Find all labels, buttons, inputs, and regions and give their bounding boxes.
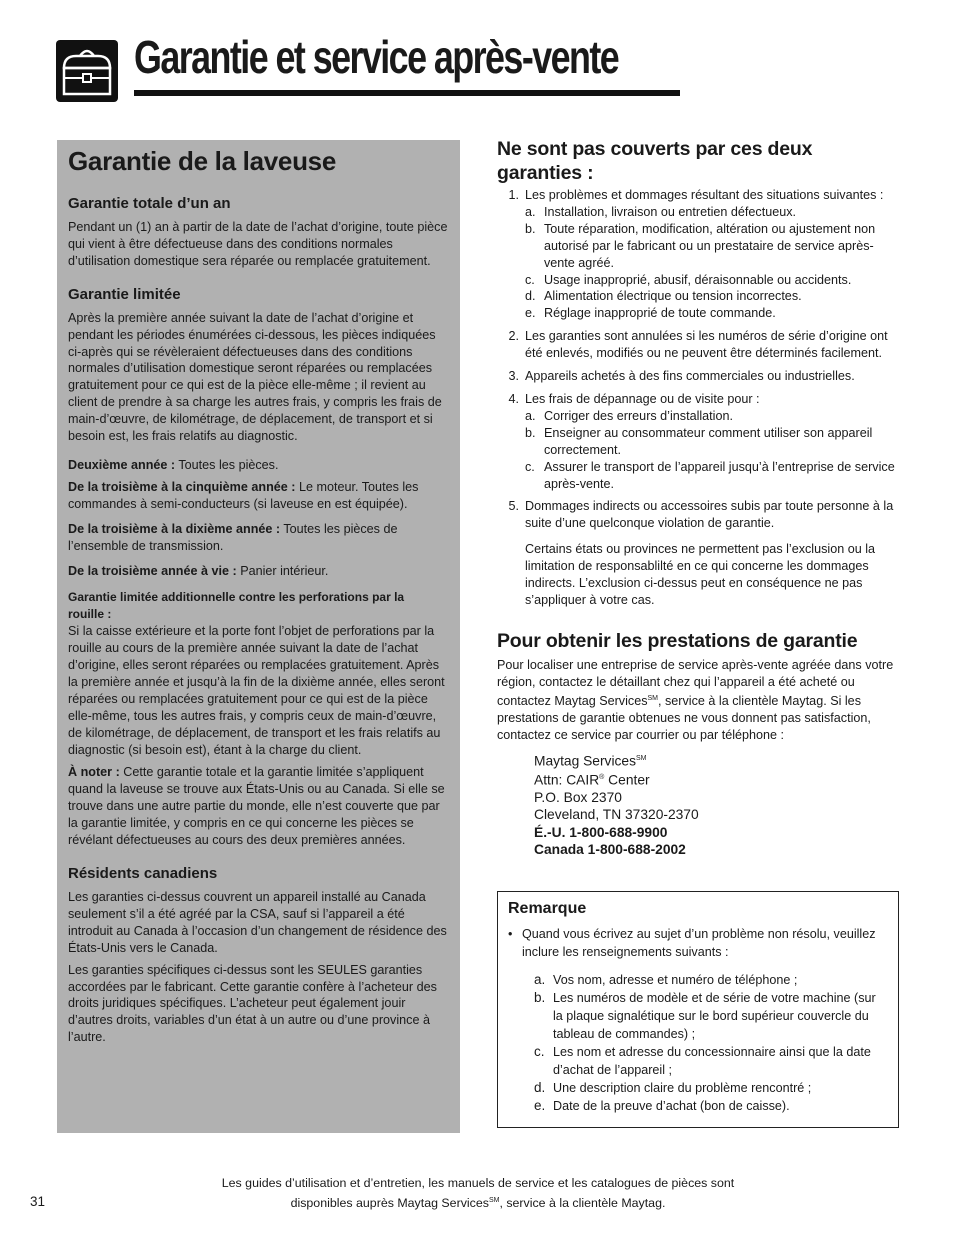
remark-bullet: • Quand vous écrivez au sujet d’un problème non résolu, veuillez inclure les renseignements suivants : bbox=[508, 927, 876, 959]
not-covered-list bbox=[497, 187, 901, 609]
remark-heading: Remarque bbox=[508, 900, 587, 917]
canadian-text-1: Les garanties ci-dessus couvrent un appareil installé au Canada seulement s’il a été agréé par la CSA, sauf si l’appareil a été introduit au Canada à l’occasion d’un changement de résidence des États-Unis vers le Canada. bbox=[68, 890, 447, 955]
full-warranty-text: Pendant un (1) an à partir de la date de l’achat d’origine, toute pièce qui vient à être défectueuse dans des conditions normales d’utilisation domestique sera réparée ou remplacée gratuitement. bbox=[68, 220, 448, 268]
exclusion-note: Certains états ou provinces ne permettent pas l’exclusion ou la limitation de responsablilté en ce qui concerne les dommages indirects. L’exclusion ci-dessus peut en conséquence ne pas s’appliquer à votre cas. bbox=[525, 542, 876, 607]
period-item: De la troisième à la cinquième année : Le moteur. Toutes les commandes à semi-conducteurs (si laveuse en est équipée). bbox=[68, 479, 419, 511]
period-item: De la troisième à la dixième année : Toutes les pièces de l’ensemble de transmission. bbox=[68, 521, 398, 553]
service-address: Maytag Services℠ Attn: CAIR® Center P.O. Box 2370 Cleveland, TN 37320-2370 É.-U. 1-800-688-9900 Canada 1-800-688-2002 bbox=[534, 750, 901, 858]
remark-item: b. Les numéros de modèle et de série de votre machine (sur la plaque signalétique sur le bord supérieur couvercle du tableau de commandes) ; bbox=[534, 990, 876, 1041]
right-column bbox=[497, 137, 901, 858]
list-item: 5. Dommages indirects ou accessoires subis par toute personne à la suite d’une quelconque violation de garantie. bbox=[508, 499, 894, 531]
service-text: Pour localiser une entreprise de service après-vente agréée dans votre région, contactez le détaillant chez qui l’appareil a été acheté ou contactez Maytag Services℠, service à la clientèle Maytag. Si les prestations de garantie obtenues ne vous donnent pas satisfaction, contactez ce service par courrier ou par téléphone : bbox=[497, 657, 894, 742]
limited-warranty-heading: Garantie limitée bbox=[68, 285, 181, 303]
page-title: Garantie et service après-vente bbox=[134, 31, 619, 83]
full-warranty-heading: Garantie totale d’un an bbox=[68, 195, 231, 212]
remark-item: a. Vos nom, adresse et numéro de téléphone ; bbox=[534, 972, 798, 987]
service-heading: Pour obtenir les prestations de garantie bbox=[497, 629, 858, 652]
list-item: 4. Les frais de dépannage ou de visite pour : bbox=[508, 391, 760, 406]
title-rule bbox=[134, 90, 680, 96]
remark-box bbox=[497, 891, 899, 1128]
canadian-heading: Résidents canadiens bbox=[68, 865, 218, 882]
canadian-text-2: Les garanties spécifiques ci-dessus sont les SEULES garanties accordées par le fabricant. Cette garantie confère à l’acheteur des droits juridiques spécifiques. L’acheteur peut également jouir d’autres droits, variables d’un état à un autre ou d’une province à l’autre. bbox=[68, 962, 437, 1045]
page-number: 31 bbox=[30, 1194, 46, 1209]
phone-us: É.-U. 1-800-688-9900 bbox=[534, 824, 668, 840]
rust-heading: Garantie limitée additionnelle contre les perforations par la rouille : bbox=[68, 590, 405, 622]
not-covered-heading: Ne sont pas couverts par ces deux garanties : bbox=[497, 138, 813, 184]
remark-item: c. Les nom et adresse du concessionnaire ainsi que la date d’achat de l’appareil ; bbox=[534, 1044, 871, 1077]
list-item: 3. Appareils achetés à des fins commerciales ou industrielles. bbox=[508, 369, 855, 384]
period-item: Deuxième année : Toutes les pièces. bbox=[68, 457, 279, 472]
list-item: 2. Les garanties sont annulées si les numéros de série d’origine ont été enlevés, modifiés ou ne peuvent être déterminés facilement. bbox=[508, 329, 888, 361]
rust-text: Si la caisse extérieure et la porte font l’objet de perforations par la rouille au cours de la première année suivant la date de l’achat d’origine, elles seront réparées ou remplacées gratuitement. Après la première année et jusqu’à la fin de la dixième année, elles seront réparées ou remplacées gratuitement pour ce qui est de la pièce elle-même, tous les autres frais, y compris ceux de main-d’œuvre, de kilométrage, de déplacement, de transport et les frais relatifs au diagnostic (si besoin est), étant à la charge du client. bbox=[68, 624, 445, 757]
period-item: De la troisième année à vie : Panier intérieur. bbox=[68, 563, 329, 578]
toolbox-icon bbox=[56, 40, 118, 102]
remark-item: e. Date de la preuve d’achat (bon de caisse). bbox=[534, 1098, 790, 1113]
warranty-panel bbox=[57, 140, 460, 1133]
note-text: À noter : Cette garantie totale et la garantie limitée s’appliquent quand la laveuse se trouve aux États-Unis ou au Canada. Si elle se trouve dans une autre partie du monde, elle n’est couverte que par la garantie limitée, y compris en ce qui concerne les pièces se révélant défectueuses au cours des deux premières années. bbox=[68, 765, 445, 848]
limited-warranty-text: Après la première année suivant la date de l’achat d’origine et pendant les périodes énumérées ci-dessous, les pièces indiquées ci-après qui se révèleraient défectueuses dans des conditions normales d’utilisation domestique seront réparées ou remplacées gratuitement pour ce qui est de la pièce elle-même ; il revient au client de prendre à sa charge les autres frais, y compris les frais de main-d’œuvre, de kilométrage, de déplacement, de transport et si besoin est, les frais relatifs au diagnostic. bbox=[68, 310, 442, 444]
remark-item: d. Une description claire du problème rencontré ; bbox=[534, 1080, 812, 1095]
footer-note: Les guides d’utilisation et d’entretien, les manuels de service et les catalogues de pièces sont disponibles auprès Maytag Services℠, service à la clientèle Maytag. bbox=[221, 1176, 735, 1211]
warranty-title: Garantie de la laveuse bbox=[68, 146, 336, 176]
list-item: a. Corriger des erreurs d’installation. b. Enseigner au consommateur comment utiliser son appareil correctement. c. Assurer le transport de l’appareil jusqu’à l’entreprise de service après-vente. bbox=[525, 408, 895, 491]
list-item: 1. Les problèmes et dommages résultant des situations suivantes : bbox=[508, 188, 884, 202]
phone-canada: Canada 1-800-688-2002 bbox=[534, 841, 686, 857]
list-item: a. Installation, livraison ou entretien défectueux. b. Toute réparation, modification, altération ou ajustement non autorisé par le fabricant ou un prestataire de service après-vente agréé. c. Usage inapproprié, abusif, déraisonnable ou accidents. d. Alimentation électrique ou tension incorrectes. e. Réglage inapproprié de toute commande. bbox=[525, 204, 876, 321]
